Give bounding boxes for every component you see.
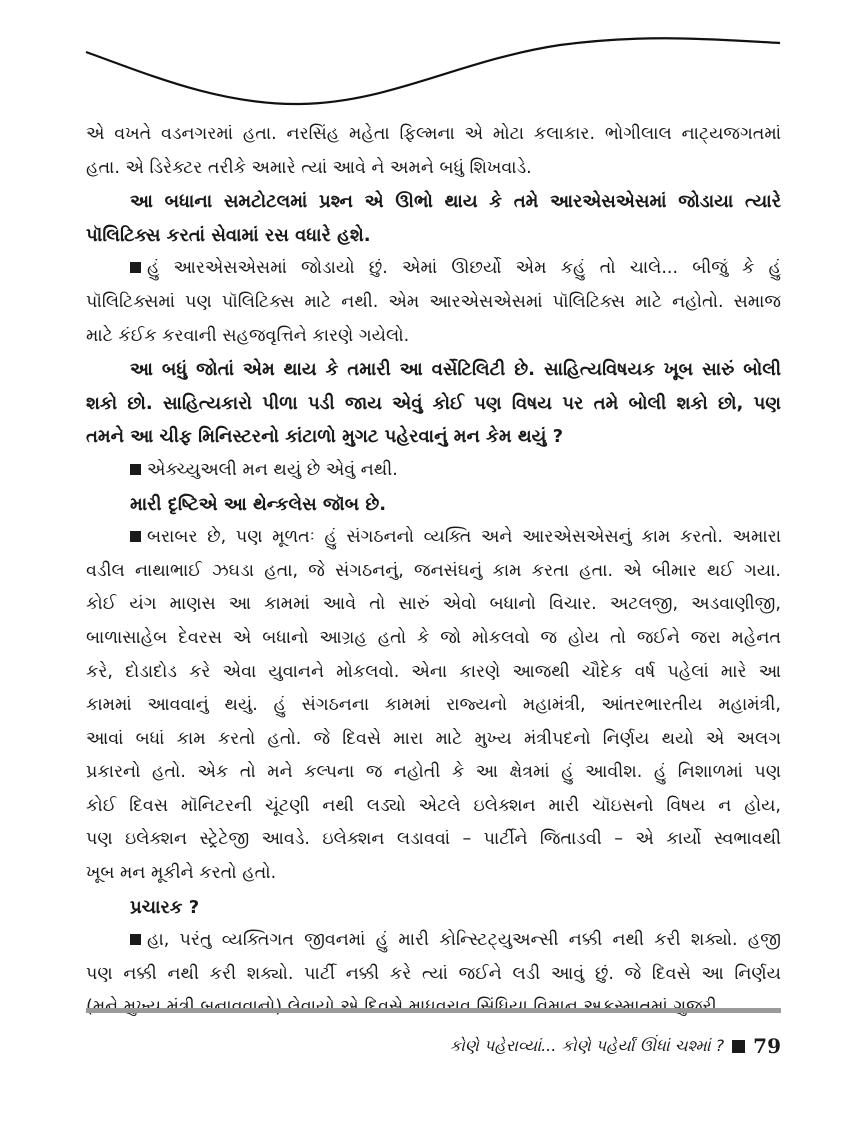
answer-line	[86, 588, 781, 622]
line-text: બરાબર છે, પણ મૂળતઃ હું સંગઠનનો વ્યક્તિ અને આરએસએસનું કામ કરતો. અમારા	[147, 527, 781, 548]
answer-line	[86, 656, 781, 690]
answer-line	[86, 555, 781, 589]
line-text: પણ ઇલેક્શન સ્ટ્રેટેજી આવડે. ઇલેક્શન લડાવવાં – પાર્ટીને જિતાડવી – એ કાર્યો સ્વભાવથી	[86, 829, 781, 850]
question-line	[86, 219, 781, 253]
line-text: હા, પરંતુ વ્યક્તિગત જીવનમાં હું મારી કોન્સ્ટિટ્યુઅન્સી નક્કી નથી કરી શક્યો. હજી	[147, 930, 781, 951]
answer-line	[86, 521, 781, 555]
square-bullet-icon	[130, 531, 141, 542]
question-line	[86, 488, 781, 522]
question-line	[86, 353, 781, 387]
answer-line	[86, 790, 781, 824]
question-line	[86, 891, 781, 925]
running-title: કોણે પહેરાવ્યાં... કોણે પહેર્યાં ઊંધાં ચશ્માં ?	[449, 1036, 725, 1055]
line-text: તમને આ ચીફ મિનિસ્ટરનો કાંટાળો મુગટ પહેરવાનું મન કેમ થયું ?	[86, 426, 564, 448]
answer-line	[86, 857, 781, 891]
page-number: 79	[753, 1034, 781, 1058]
answer-line	[86, 622, 781, 656]
line-text: એ વખતે વડનગરમાં હતા. નરસિંહ મહેતા ફિલ્મના એ મોટા કલાકાર. ભોગીલાલ નાટ્યજગતમાં	[86, 124, 781, 144]
answer-line	[86, 689, 781, 723]
text-line	[86, 152, 781, 186]
answer-line	[86, 723, 781, 757]
line-text: આ બધું જોતાં એમ થાય કે તમારી આ વર્સેટિલિટી છે. સાહિત્યવિષયક ખૂબ સારું બોલી	[130, 359, 781, 381]
line-text: કોઈ યંગ માણસ આ કામમાં આવે તો સારું એવો બધાનો વિચાર. અટલજી, અડવાણીજી,	[86, 594, 781, 615]
interview-text-body	[86, 118, 781, 1025]
line-text: બાળાસાહેબ દેવરસ એ બધાનો આગ્રહ હતો કે જો મોકલવો જ હોય તો જઈને જરા મહેનત	[86, 627, 781, 648]
answer-line	[86, 756, 781, 790]
line-text: હું આરએસએસમાં જોડાયો છું. એમાં ઊછર્યો એમ કહું તો ચાલે... બીજું કે હું	[147, 258, 781, 279]
page-footer	[450, 1034, 781, 1058]
line-text: કોઈ દિવસ મૉનિટરની ચૂંટણી નથી લડ્યો એટલે ઇલેક્શન મારી ચૉઇસનો વિષય ન હોય,	[86, 795, 781, 816]
answer-line	[86, 454, 781, 488]
text-line	[86, 118, 781, 152]
answer-line	[86, 320, 781, 354]
line-text: કરે, દોડાદોડ કરે એવા યુવાનને મોકલવો. એના કારણે આજથી ચૌદેક વર્ષ પહેલાં મારે આ	[86, 661, 781, 682]
answer-line	[86, 286, 781, 320]
square-bullet-icon	[130, 262, 141, 273]
line-text: પૉલિટિક્સ કરતાં સેવામાં રસ વધારે હશે.	[86, 224, 371, 246]
answer-line	[86, 958, 781, 992]
line-text: પૉલિટિક્સમાં પણ પૉલિટિક્સ માટે નથી. એમ આરએસએસમાં પૉલિટિક્સ માટે નહોતો. સમાજ	[86, 291, 781, 312]
square-bullet-icon	[130, 464, 141, 475]
line-text: માટે કંઈક કરવાની સહજવૃત્તિને કારણે ગયેલો.	[86, 325, 410, 346]
footer-rule	[86, 1008, 781, 1013]
decorative-wave-line	[0, 0, 856, 130]
question-line	[86, 420, 781, 454]
question-line	[86, 387, 781, 421]
line-text: પણ નક્કી નથી કરી શક્યો. પાર્ટી નક્કી કરે ત્યાં જઈને લડી આવું છું. જે દિવસે આ નિર્ણય	[86, 963, 781, 984]
square-bullet-icon	[732, 1040, 745, 1053]
line-text: શકો છો. સાહિત્યકારો પીળા પડી જાય એવું કોઈ પણ વિષય પર તમે બોલી શકો છો, પણ	[86, 392, 781, 414]
answer-line	[86, 252, 781, 286]
line-text: પ્રચારક ?	[130, 896, 200, 918]
answer-line	[86, 823, 781, 857]
line-text: પ્રકારનો હતો. એક તો મને કલ્પના જ નહોતી કે આ ક્ષેત્રમાં હું આવીશ. હું નિશાળમાં પણ	[86, 762, 781, 783]
line-text: વડીલ નાથાભાઈ ઝઘડા હતા, જે સંગઠનનું, જનસંઘનું કામ કરતા હતા. એ બીમાર થઈ ગયા.	[86, 560, 781, 581]
square-bullet-icon	[130, 934, 141, 945]
line-text: એક્ચ્યુઅલી મન થયું છે એવું નથી.	[147, 459, 398, 480]
answer-line	[86, 924, 781, 958]
line-text: કામમાં આવવાનું થયું. હું સંગઠનના કામમાં રાજ્યનો મહામંત્રી, આંતરભારતીય મહામંત્રી,	[86, 695, 781, 716]
line-text: મારી દૃષ્ટિએ આ થેન્કલેસ જૉબ છે.	[130, 493, 387, 515]
line-text: આ બધાના સમટોટલમાં પ્રશ્ન એ ઊભો થાય કે તમે આરએસએસમાં જોડાયા ત્યારે	[130, 191, 781, 213]
line-text: આવાં બધાં કામ કરતો હતો. જે દિવસે મારા માટે મુખ્ય મંત્રીપદનો નિર્ણય થયો એ અલગ	[86, 728, 781, 749]
line-text: હતા. એ ડિરેક્ટર તરીકે અમારે ત્યાં આવે ને અમને બધું શિખવાડે.	[86, 157, 532, 178]
line-text: ખૂબ મન મૂકીને કરતો હતો.	[86, 863, 277, 884]
question-line	[86, 185, 781, 219]
